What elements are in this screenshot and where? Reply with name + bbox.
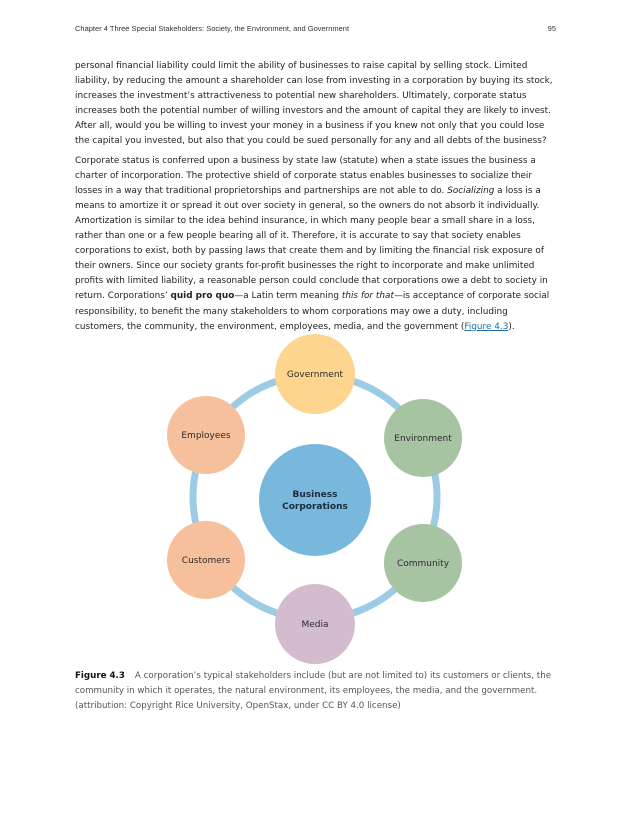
- term-socializing: Socializing: [447, 185, 495, 196]
- figure-caption: [75, 669, 555, 714]
- paragraph-2-text-a: Corporate status is conferred upon a business by state law (statute) when a state issues the business a charter of incorporation. The protective shield of corporate status enables businesses to socialize their losses in a way that traditional proprietorships and partnerships are not able to do.: [75, 155, 536, 196]
- stakeholder-diagram: [150, 330, 480, 670]
- chapter-title: Chapter 4 Three Special Stakeholders: Society, the Environment, and Government: [75, 24, 350, 33]
- center-label-line1: Business: [292, 490, 338, 500]
- center-label-line2: Corporations: [282, 502, 348, 512]
- caption-text: A corporation’s typical stakeholders include (but are not limited to) its customers or clients, the community in which it operates, the natural environment, its employees, the media, and the government. (attribution: Copyright Rice University, OpenStax, under CC BY 4.0 license): [75, 671, 552, 711]
- node-media-label: Media: [301, 620, 329, 630]
- node-government-label: Government: [286, 370, 344, 380]
- body-text: [75, 59, 559, 339]
- paragraph-1: personal financial liability could limit the ability of businesses to raise capital by selling stock. Limited liability, by reducing the amount a shareholder can lose from investing in a corporation by buying its stock, increases the investment’s attractiveness to potential new shareholders. Ultimately, corporate status increases both the potential number of willing investors and the amount of capital they are likely to invest. After all, would you be willing to invest your money in a business if you knew not only that you could lose the capital you invested, but also that you could be sued personally for any and all debts of the business?: [75, 61, 553, 147]
- paragraph-2: [75, 154, 559, 335]
- node-environment-label: Environment: [394, 434, 452, 444]
- node-employees-label: Employees: [181, 431, 231, 441]
- term-this-for-that: this for that: [341, 291, 394, 302]
- paragraph-2-text-d: —is acceptance of corporate social responsibility, to benefit the many stakeholders to whom corporations may owe a duty, including customers, the community, the environment, employees, media, and the government (: [75, 291, 550, 332]
- running-head: [75, 24, 556, 33]
- center-business-corporations: [259, 444, 371, 556]
- page-number: 95: [547, 24, 556, 33]
- paragraph-2-text-e: ).: [508, 321, 515, 332]
- paragraph-2-text-c: —a Latin term meaning: [234, 291, 342, 302]
- paragraph-2-text-b: a loss is a means to amortize it or spread it out over society in general, so the owners do not absorb it individually. Amortization is similar to the idea behind insurance, in which many people bear a small share in a loss, rather than one or a few people bearing all of it. Therefore, it is accurate to say that society enables corporations to exist, both by passing laws that create them and by limiting the financial risk exposure of their owners. Since our society grants for-profit businesses the right to incorporate and make unlimited profits with limited liability, a reasonable person could conclude that corporations owe a debt to society in return. Corporations’: [75, 185, 548, 302]
- stakeholder-diagram-svg: [150, 330, 480, 670]
- node-community-label: Community: [396, 559, 450, 569]
- figure-number: Figure 4.3: [75, 671, 125, 681]
- term-quid-pro-quo: quid pro quo: [170, 291, 235, 302]
- figure-link[interactable]: Figure 4.3: [464, 321, 509, 332]
- node-customers-label: Customers: [181, 556, 231, 566]
